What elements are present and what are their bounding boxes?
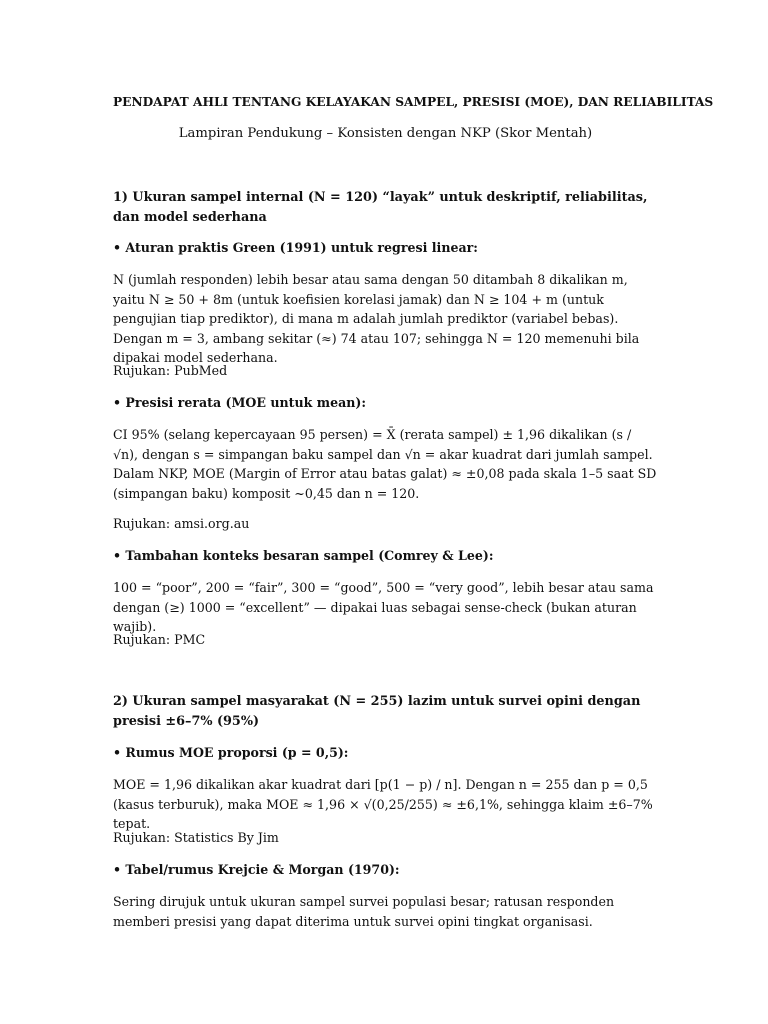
section-1-item-2-reference: Rujukan: amsi.org.au [113,516,250,531]
section-2-item-2-bullet: • Tabel/rumus Krejcie & Morgan (1970): [113,862,400,877]
section-1-heading: 1) Ukuran sampel internal (N = 120) “layak” untuk deskriptif, reliabilitas, dan model sederhana [113,190,648,225]
section-1-item-3-bullet: • Tambahan konteks besaran sampel (Comrey & Lee): [113,548,494,563]
section-1-item-1-bullet: • Aturan praktis Green (1991) untuk regresi linear: [113,240,478,255]
document-subtitle: Lampiran Pendukung – Konsisten dengan NKP (Skor Mentah) [178,126,593,141]
section-2-item-1-reference: Rujukan: Statistics By Jim [113,830,279,845]
section-1-item-3-body: 100 = “poor”, 200 = “fair”, 300 = “good”, 500 = “very good”, lebih besar atau sama dengan (≥) 1000 = “excellent” — dipakai luas sebagai sense-check (bukan aturan wajib). [113,580,654,634]
section-1-item-3-reference: Rujukan: PMC [113,632,206,647]
section-1-item-2-body: CI 95% (selang kepercayaan 95 persen) = X̄ (rerata sampel) ± 1,96 dikalikan (s / √n), dengan s = simpangan baku sampel dan √n = akar kuadrat dari jumlah sampel. Dalam NKP, MOE (Margin of Error atau batas galat) ≈ ±0,08 pada skala 1–5 saat SD (simpangan baku) komposit ~0,45 dan n = 120. [113,427,657,501]
section-2-item-1-body: MOE = 1,96 dikalikan akar kuadrat dari [p(1 − p) / n]. Dengan n = 255 dan p = 0,5 (kasus terburuk), maka MOE ≈ 1,96 × √(0,25/255) ≈ ±6,1%, sehingga klaim ±6–7% tepat. [113,777,653,831]
section-2-heading: 2) Ukuran sampel masyarakat (N = 255) lazim untuk survei opini dengan presisi ±6–7% (95%) [113,694,641,729]
document-title: PENDAPAT AHLI TENTANG KELAYAKAN SAMPEL, PRESISI (MOE), DAN RELIABILITAS [113,95,714,109]
section-1-item-1-body: N (jumlah responden) lebih besar atau sama dengan 50 ditambah 8 dikalikan m, yaitu N ≥ 50 + 8m (untuk koefisien korelasi jamak) dan N ≥ 104 + m (untuk pengujian tiap prediktor), di mana m adalah jumlah prediktor (variabel bebas). Dengan m = 3, ambang sekitar (≈) 74 atau 107; sehingga N = 120 memenuhi bila dipakai model sederhana. [113,272,640,365]
section-1-item-1-reference: Rujukan: PubMed [113,363,228,378]
section-1-item-2-bullet: • Presisi rerata (MOE untuk mean): [113,395,367,410]
section-2-item-2-body: Sering dirujuk untuk ukuran sampel survei populasi besar; ratusan responden memberi presisi yang dapat diterima untuk survei opini tingkat organisasi. [113,894,615,929]
section-2-item-1-bullet: • Rumus MOE proporsi (p = 0,5): [113,745,349,760]
